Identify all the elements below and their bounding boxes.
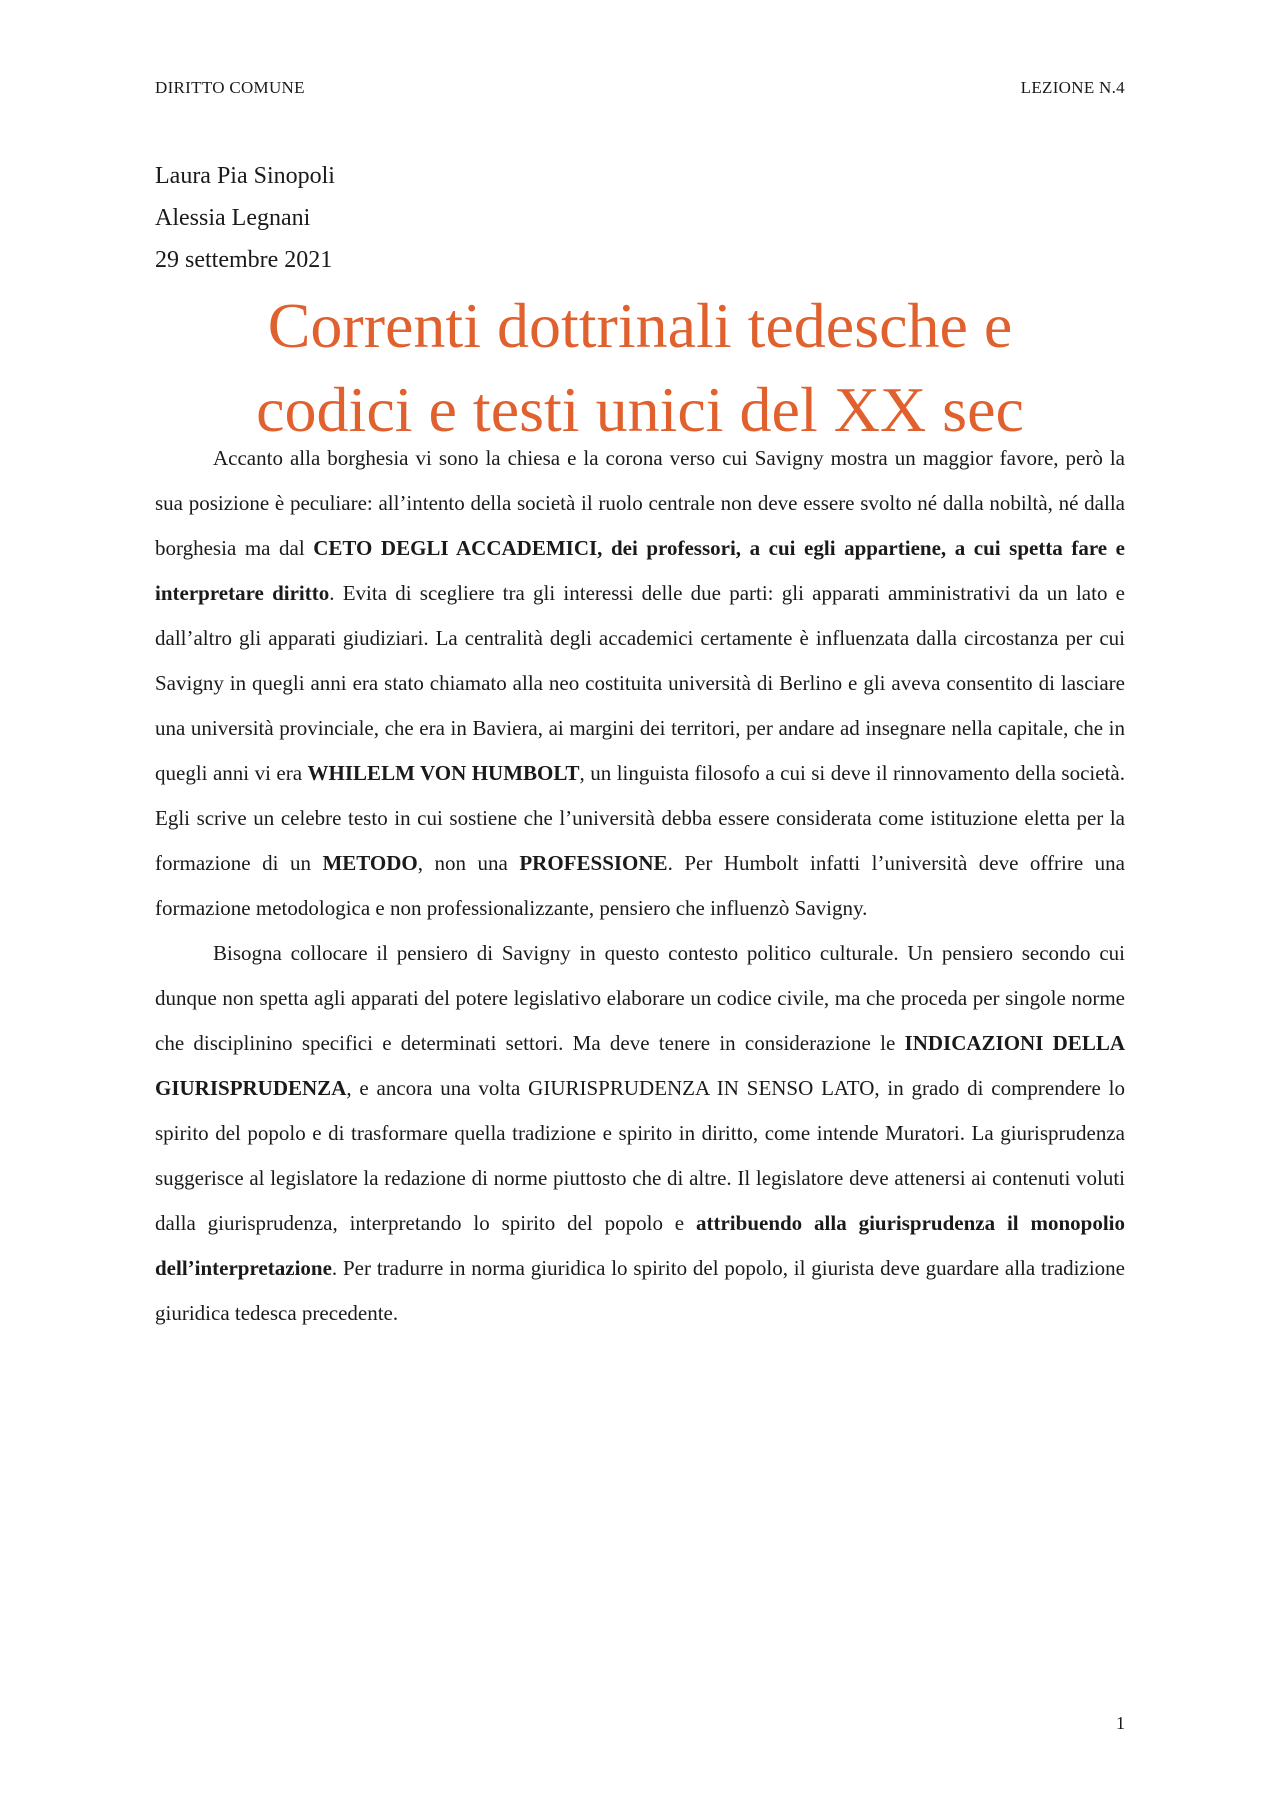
- paragraph: [155, 931, 1125, 1336]
- author-name: Alessia Legnani: [155, 205, 311, 231]
- bold-text: CETO DEGLI ACCADEMICI, dei professori, a cui egli appartiene, a cui spetta fare e interpretare diritto: [155, 536, 1125, 605]
- bold-text: attribuendo alla giurisprudenza il monopolio dell’interpretazione: [155, 1211, 1125, 1280]
- text-run: , e ancora una volta GIURISPRUDENZA IN SENSO LATO, in grado di comprendere lo spirito del popolo e di trasformare quella tradizione e spirito in diritto, come intende Muratori. La giurisprudenza suggerisce al legislatore la redazione di norme piuttosto che di altre. Il legislatore deve attenersi ai contenuti voluti dalla giurisprudenza, interpretando lo spirito del popolo e: [155, 1076, 1125, 1235]
- header-course-title: DIRITTO COMUNE: [155, 78, 305, 97]
- text-run: . Per tradurre in norma giuridica lo spirito del popolo, il giurista deve guardare alla tradizione giuridica tedesca precedente.: [155, 1256, 1125, 1325]
- author-block: [155, 155, 335, 281]
- page-header: [155, 78, 1125, 102]
- bold-text: INDICAZIONI DELLA GIURISPRUDENZA: [155, 1031, 1125, 1100]
- text-run: , non una: [417, 851, 520, 875]
- bold-text: PROFESSIONE: [519, 851, 668, 875]
- bold-text: METODO: [322, 851, 418, 875]
- header-lesson-number: LEZIONE N.4: [1020, 78, 1125, 97]
- title-line: Correnti dottrinali tedesche e: [267, 290, 1013, 361]
- paragraph: [155, 436, 1125, 931]
- lesson-date: 29 settembre 2021: [155, 247, 333, 273]
- text-run: Bisogna collocare il pensiero di Savigny in questo contesto politico culturale. Un pensiero secondo cui dunque non spetta agli apparati del potere legislativo elaborare un codice civile, ma che proceda per singole norme che disciplinino specifici e determinati settori. Ma deve tenere in considerazione le: [155, 941, 1125, 1055]
- page-number: 1: [1116, 1713, 1125, 1733]
- text-run: Accanto alla borghesia vi sono la chiesa e la corona verso cui Savigny mostra un maggior favore, però la sua posizione è peculiare: all’intento della società il ruolo centrale non deve essere svolto né dalla nobiltà, né dalla borghesia ma dal: [155, 446, 1125, 560]
- body-text: [155, 436, 1125, 1336]
- text-run: . Evita di scegliere tra gli interessi delle due parti: gli apparati amministrativi da un lato e dall’altro gli apparati giudiziari. La centralità degli accademici certamente è influenzata dalla circostanza per cui Savigny in quegli anni era stato chiamato alla neo costituita università di Berlino e gli aveva consentito di lasciare una università provinciale, che era in Baviera, ai margini dei territori, per andare ad insegnare nella capitale, che in quegli anni vi era: [155, 581, 1125, 785]
- title-line: codici e testi unici del XX sec: [256, 374, 1024, 445]
- author-name: Laura Pia Sinopoli: [155, 163, 335, 189]
- document-title: [155, 284, 1125, 452]
- text-run: , un linguista filosofo a cui si deve il rinnovamento della società. Egli scrive un celebre testo in cui sostiene che l’università debba essere considerata come istituzione eletta per la formazione di un: [155, 761, 1125, 875]
- text-run: . Per Humbolt infatti l’università deve offrire una formazione metodologica e non professionalizzante, pensiero che influenzò Savigny.: [155, 851, 1126, 920]
- bold-text: WHILELM VON HUMBOLT: [307, 761, 580, 785]
